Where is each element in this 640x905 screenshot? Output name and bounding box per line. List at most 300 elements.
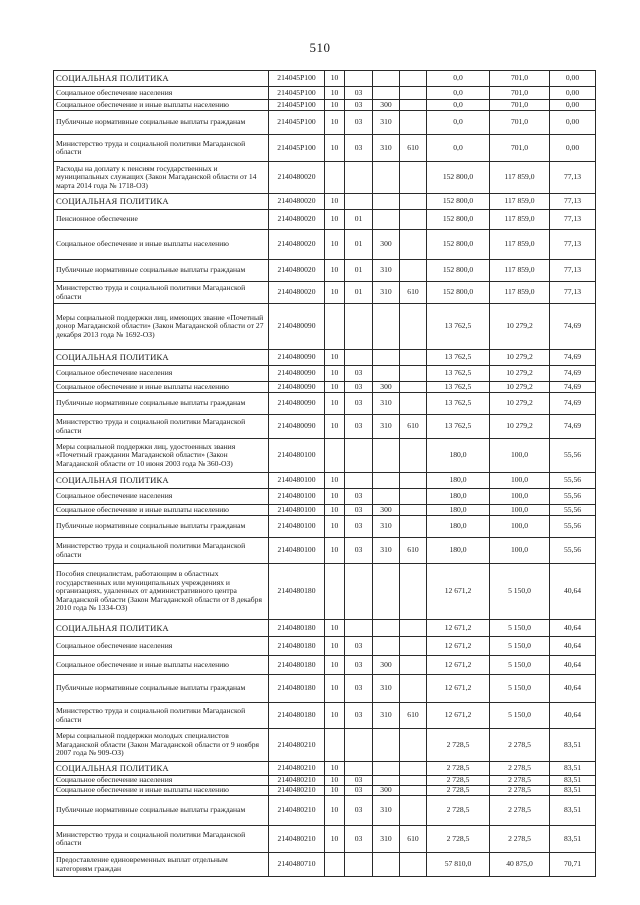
row-name-cell: Социальное обеспечение и иные выплаты населению: [54, 505, 269, 516]
table-row: [54, 853, 596, 877]
subsection-code-cell: [345, 439, 373, 473]
planned-amount-cell: 2 728,5: [427, 729, 490, 762]
administrator-code-cell: [400, 564, 427, 620]
expense-type-cell: [373, 762, 400, 776]
planned-amount-cell: 13 762,5: [427, 382, 490, 393]
planned-amount-cell: 13 762,5: [427, 304, 490, 350]
subsection-code-cell: 03: [345, 393, 373, 415]
target-code-cell: 2140480090: [269, 393, 325, 415]
target-code-cell: 2140480180: [269, 703, 325, 729]
table-row: [54, 620, 596, 637]
expense-type-cell: 300: [373, 505, 400, 516]
executed-amount-cell: 40 875,0: [490, 853, 550, 877]
execution-percent-cell: 77,13: [550, 260, 596, 282]
planned-amount-cell: 0,0: [427, 135, 490, 162]
planned-amount-cell: 57 810,0: [427, 853, 490, 877]
executed-amount-cell: 117 859,0: [490, 210, 550, 230]
execution-percent-cell: 55,56: [550, 505, 596, 516]
table-row: [54, 382, 596, 393]
executed-amount-cell: 2 278,5: [490, 786, 550, 796]
execution-percent-cell: 83,51: [550, 796, 596, 826]
table-row: [54, 304, 596, 350]
execution-percent-cell: 77,13: [550, 194, 596, 210]
executed-amount-cell: 701,0: [490, 87, 550, 100]
row-name-cell: Социальное обеспечение и иные выплаты населению: [54, 230, 269, 260]
execution-percent-cell: 74,69: [550, 350, 596, 366]
execution-percent-cell: 83,51: [550, 786, 596, 796]
table-row: [54, 786, 596, 796]
planned-amount-cell: 13 762,5: [427, 415, 490, 439]
row-name-cell: СОЦИАЛЬНАЯ ПОЛИТИКА: [54, 762, 269, 776]
row-name-cell: Социальное обеспечение населения: [54, 489, 269, 505]
target-code-cell: 2140480180: [269, 620, 325, 637]
executed-amount-cell: 2 278,5: [490, 776, 550, 786]
subsection-code-cell: [345, 620, 373, 637]
executed-amount-cell: 100,0: [490, 439, 550, 473]
subsection-code-cell: 03: [345, 516, 373, 538]
executed-amount-cell: 701,0: [490, 111, 550, 135]
row-name-cell: СОЦИАЛЬНАЯ ПОЛИТИКА: [54, 194, 269, 210]
row-name-cell: Министерство труда и социальной политики Магаданской области: [54, 703, 269, 729]
subsection-code-cell: 03: [345, 637, 373, 656]
execution-percent-cell: 83,51: [550, 729, 596, 762]
execution-percent-cell: 77,13: [550, 162, 596, 194]
section-code-cell: 10: [325, 776, 345, 786]
execution-percent-cell: 74,69: [550, 382, 596, 393]
executed-amount-cell: 5 150,0: [490, 703, 550, 729]
target-code-cell: 214045P100: [269, 111, 325, 135]
table-row: [54, 100, 596, 111]
planned-amount-cell: 12 671,2: [427, 703, 490, 729]
expense-type-cell: 300: [373, 382, 400, 393]
target-code-cell: 2140480210: [269, 796, 325, 826]
planned-amount-cell: 180,0: [427, 505, 490, 516]
administrator-code-cell: [400, 675, 427, 703]
table-row: [54, 71, 596, 87]
row-name-cell: Расходы на доплату к пенсиям государственных и муниципальных служащих (Закон Магаданской области от 14 марта 2014 года № 1718-ОЗ): [54, 162, 269, 194]
execution-percent-cell: 40,64: [550, 703, 596, 729]
row-name-cell: Социальное обеспечение и иные выплаты населению: [54, 656, 269, 675]
subsection-code-cell: 01: [345, 210, 373, 230]
table-row: [54, 703, 596, 729]
table-row: [54, 87, 596, 100]
target-code-cell: 2140480090: [269, 415, 325, 439]
target-code-cell: 2140480710: [269, 853, 325, 877]
table-row: [54, 135, 596, 162]
planned-amount-cell: 180,0: [427, 489, 490, 505]
section-code-cell: 10: [325, 656, 345, 675]
subsection-code-cell: 03: [345, 382, 373, 393]
section-code-cell: 10: [325, 393, 345, 415]
row-name-cell: СОЦИАЛЬНАЯ ПОЛИТИКА: [54, 620, 269, 637]
planned-amount-cell: 180,0: [427, 439, 490, 473]
section-code-cell: 10: [325, 505, 345, 516]
planned-amount-cell: 180,0: [427, 473, 490, 489]
expense-type-cell: [373, 162, 400, 194]
expense-type-cell: [373, 71, 400, 87]
expense-type-cell: 310: [373, 282, 400, 304]
section-code-cell: [325, 439, 345, 473]
expense-type-cell: [373, 439, 400, 473]
section-code-cell: [325, 304, 345, 350]
executed-amount-cell: 2 278,5: [490, 826, 550, 853]
execution-percent-cell: 55,56: [550, 516, 596, 538]
executed-amount-cell: 117 859,0: [490, 260, 550, 282]
planned-amount-cell: 2 728,5: [427, 786, 490, 796]
executed-amount-cell: 5 150,0: [490, 564, 550, 620]
row-name-cell: Министерство труда и социальной политики Магаданской области: [54, 538, 269, 564]
planned-amount-cell: 152 800,0: [427, 194, 490, 210]
subsection-code-cell: 01: [345, 230, 373, 260]
planned-amount-cell: 2 728,5: [427, 826, 490, 853]
target-code-cell: 2140480210: [269, 776, 325, 786]
administrator-code-cell: [400, 786, 427, 796]
planned-amount-cell: 0,0: [427, 111, 490, 135]
executed-amount-cell: 100,0: [490, 489, 550, 505]
executed-amount-cell: 701,0: [490, 71, 550, 87]
table-row: [54, 489, 596, 505]
table-row: [54, 637, 596, 656]
administrator-code-cell: 610: [400, 703, 427, 729]
execution-percent-cell: 83,51: [550, 776, 596, 786]
execution-percent-cell: 55,56: [550, 538, 596, 564]
target-code-cell: 2140480100: [269, 538, 325, 564]
administrator-code-cell: [400, 111, 427, 135]
administrator-code-cell: [400, 350, 427, 366]
administrator-code-cell: [400, 87, 427, 100]
target-code-cell: 2140480210: [269, 729, 325, 762]
expense-type-cell: [373, 194, 400, 210]
executed-amount-cell: 10 279,2: [490, 304, 550, 350]
section-code-cell: 10: [325, 350, 345, 366]
executed-amount-cell: 117 859,0: [490, 162, 550, 194]
planned-amount-cell: 12 671,2: [427, 637, 490, 656]
administrator-code-cell: [400, 473, 427, 489]
table-row: [54, 366, 596, 382]
planned-amount-cell: 180,0: [427, 516, 490, 538]
row-name-cell: Меры социальной поддержки лиц, удостоенных звания «Почетный гражданин Магаданской области» (Закон Магаданской области от 10 июня 2003 года № 360-ОЗ): [54, 439, 269, 473]
executed-amount-cell: 10 279,2: [490, 393, 550, 415]
execution-percent-cell: 70,71: [550, 853, 596, 877]
target-code-cell: 214045P100: [269, 135, 325, 162]
executed-amount-cell: 100,0: [490, 473, 550, 489]
execution-percent-cell: 55,56: [550, 473, 596, 489]
executed-amount-cell: 100,0: [490, 538, 550, 564]
section-code-cell: 10: [325, 71, 345, 87]
section-code-cell: [325, 729, 345, 762]
execution-percent-cell: 83,51: [550, 826, 596, 853]
table-row: [54, 282, 596, 304]
target-code-cell: 2140480210: [269, 826, 325, 853]
expense-type-cell: 300: [373, 230, 400, 260]
row-name-cell: СОЦИАЛЬНАЯ ПОЛИТИКА: [54, 473, 269, 489]
administrator-code-cell: [400, 100, 427, 111]
executed-amount-cell: 10 279,2: [490, 366, 550, 382]
expense-type-cell: [373, 304, 400, 350]
row-name-cell: СОЦИАЛЬНАЯ ПОЛИТИКА: [54, 350, 269, 366]
section-code-cell: 10: [325, 100, 345, 111]
administrator-code-cell: [400, 194, 427, 210]
row-name-cell: Социальное обеспечение населения: [54, 366, 269, 382]
planned-amount-cell: 0,0: [427, 87, 490, 100]
executed-amount-cell: 10 279,2: [490, 415, 550, 439]
section-code-cell: 10: [325, 260, 345, 282]
target-code-cell: 2140480100: [269, 473, 325, 489]
subsection-code-cell: [345, 853, 373, 877]
target-code-cell: 2140480020: [269, 210, 325, 230]
expense-type-cell: 310: [373, 703, 400, 729]
section-code-cell: 10: [325, 489, 345, 505]
row-name-cell: Публичные нормативные социальные выплаты гражданам: [54, 393, 269, 415]
administrator-code-cell: [400, 439, 427, 473]
section-code-cell: 10: [325, 282, 345, 304]
planned-amount-cell: 13 762,5: [427, 366, 490, 382]
table-row: [54, 111, 596, 135]
table-row: [54, 260, 596, 282]
administrator-code-cell: [400, 853, 427, 877]
target-code-cell: 2140480180: [269, 564, 325, 620]
executed-amount-cell: 100,0: [490, 516, 550, 538]
row-name-cell: Пенсионное обеспечение: [54, 210, 269, 230]
execution-percent-cell: 74,69: [550, 393, 596, 415]
administrator-code-cell: [400, 796, 427, 826]
table-row: [54, 656, 596, 675]
execution-percent-cell: 74,69: [550, 415, 596, 439]
section-code-cell: 10: [325, 826, 345, 853]
subsection-code-cell: 03: [345, 703, 373, 729]
target-code-cell: 2140480210: [269, 762, 325, 776]
subsection-code-cell: 03: [345, 87, 373, 100]
planned-amount-cell: 152 800,0: [427, 230, 490, 260]
administrator-code-cell: [400, 260, 427, 282]
subsection-code-cell: 03: [345, 415, 373, 439]
expense-type-cell: 300: [373, 100, 400, 111]
table-row: [54, 762, 596, 776]
executed-amount-cell: 5 150,0: [490, 637, 550, 656]
section-code-cell: 10: [325, 210, 345, 230]
table-row: [54, 194, 596, 210]
execution-percent-cell: 83,51: [550, 762, 596, 776]
section-code-cell: 10: [325, 230, 345, 260]
expense-type-cell: [373, 473, 400, 489]
executed-amount-cell: 10 279,2: [490, 382, 550, 393]
administrator-code-cell: [400, 304, 427, 350]
subsection-code-cell: [345, 350, 373, 366]
expense-type-cell: 310: [373, 796, 400, 826]
expense-type-cell: 310: [373, 415, 400, 439]
executed-amount-cell: 5 150,0: [490, 620, 550, 637]
execution-percent-cell: 0,00: [550, 100, 596, 111]
administrator-code-cell: [400, 71, 427, 87]
table-row: [54, 415, 596, 439]
administrator-code-cell: [400, 162, 427, 194]
section-code-cell: [325, 853, 345, 877]
planned-amount-cell: 0,0: [427, 71, 490, 87]
row-name-cell: Публичные нормативные социальные выплаты гражданам: [54, 675, 269, 703]
expense-type-cell: 300: [373, 786, 400, 796]
row-name-cell: Министерство труда и социальной политики Магаданской области: [54, 282, 269, 304]
planned-amount-cell: 13 762,5: [427, 350, 490, 366]
planned-amount-cell: 0,0: [427, 100, 490, 111]
subsection-code-cell: [345, 304, 373, 350]
subsection-code-cell: 03: [345, 505, 373, 516]
planned-amount-cell: 2 728,5: [427, 796, 490, 826]
row-name-cell: Публичные нормативные социальные выплаты гражданам: [54, 111, 269, 135]
target-code-cell: 2140480100: [269, 439, 325, 473]
execution-percent-cell: 0,00: [550, 87, 596, 100]
table-row: [54, 564, 596, 620]
expense-type-cell: 310: [373, 675, 400, 703]
administrator-code-cell: 610: [400, 826, 427, 853]
executed-amount-cell: 100,0: [490, 505, 550, 516]
planned-amount-cell: 12 671,2: [427, 675, 490, 703]
target-code-cell: 2140480090: [269, 366, 325, 382]
subsection-code-cell: [345, 564, 373, 620]
section-code-cell: 10: [325, 111, 345, 135]
target-code-cell: 2140480020: [269, 162, 325, 194]
expense-type-cell: [373, 729, 400, 762]
table-row: [54, 516, 596, 538]
expense-type-cell: [373, 853, 400, 877]
subsection-code-cell: 03: [345, 135, 373, 162]
target-code-cell: 2140480180: [269, 637, 325, 656]
target-code-cell: 214045P100: [269, 71, 325, 87]
budget-table: [53, 70, 596, 877]
subsection-code-cell: 03: [345, 111, 373, 135]
expense-type-cell: 310: [373, 135, 400, 162]
executed-amount-cell: 2 278,5: [490, 796, 550, 826]
row-name-cell: Социальное обеспечение и иные выплаты населению: [54, 786, 269, 796]
administrator-code-cell: [400, 637, 427, 656]
row-name-cell: Предоставление единовременных выплат отдельным категориям граждан: [54, 853, 269, 877]
execution-percent-cell: 40,64: [550, 637, 596, 656]
expense-type-cell: 300: [373, 656, 400, 675]
budget-table-body: [54, 71, 596, 877]
section-code-cell: 10: [325, 637, 345, 656]
executed-amount-cell: 117 859,0: [490, 194, 550, 210]
table-row: [54, 162, 596, 194]
row-name-cell: Социальное обеспечение и иные выплаты населению: [54, 100, 269, 111]
execution-percent-cell: 40,64: [550, 656, 596, 675]
administrator-code-cell: 610: [400, 538, 427, 564]
planned-amount-cell: 12 671,2: [427, 564, 490, 620]
table-row: [54, 729, 596, 762]
planned-amount-cell: 12 671,2: [427, 656, 490, 675]
execution-percent-cell: 0,00: [550, 111, 596, 135]
section-code-cell: 10: [325, 786, 345, 796]
subsection-code-cell: [345, 762, 373, 776]
subsection-code-cell: [345, 729, 373, 762]
target-code-cell: 2140480100: [269, 489, 325, 505]
target-code-cell: 214045P100: [269, 100, 325, 111]
executed-amount-cell: 117 859,0: [490, 282, 550, 304]
target-code-cell: 214045P100: [269, 87, 325, 100]
administrator-code-cell: [400, 516, 427, 538]
table-row: [54, 538, 596, 564]
expense-type-cell: 310: [373, 826, 400, 853]
executed-amount-cell: 10 279,2: [490, 350, 550, 366]
administrator-code-cell: [400, 505, 427, 516]
table-row: [54, 439, 596, 473]
section-code-cell: 10: [325, 87, 345, 100]
execution-percent-cell: 40,64: [550, 564, 596, 620]
target-code-cell: 2140480020: [269, 260, 325, 282]
planned-amount-cell: 152 800,0: [427, 210, 490, 230]
subsection-code-cell: [345, 194, 373, 210]
target-code-cell: 2140480100: [269, 516, 325, 538]
administrator-code-cell: [400, 393, 427, 415]
expense-type-cell: [373, 776, 400, 786]
row-name-cell: Меры социальной поддержки лиц, имеющих звание «Почетный донор Магаданской области» (Закон Магаданской области от 27 декабря 2013 года № 1692-ОЗ): [54, 304, 269, 350]
administrator-code-cell: [400, 656, 427, 675]
row-name-cell: Министерство труда и социальной политики Магаданской области: [54, 135, 269, 162]
section-code-cell: 10: [325, 366, 345, 382]
row-name-cell: Меры социальной поддержки молодых специалистов Магаданской области (Закон Магаданской области от 9 ноября 2007 года № 909-ОЗ): [54, 729, 269, 762]
subsection-code-cell: 03: [345, 100, 373, 111]
expense-type-cell: [373, 350, 400, 366]
row-name-cell: Социальное обеспечение населения: [54, 776, 269, 786]
section-code-cell: 10: [325, 473, 345, 489]
target-code-cell: 2140480020: [269, 194, 325, 210]
target-code-cell: 2140480180: [269, 675, 325, 703]
subsection-code-cell: 03: [345, 675, 373, 703]
table-row: [54, 350, 596, 366]
executed-amount-cell: 2 278,5: [490, 762, 550, 776]
table-row: [54, 210, 596, 230]
table-row: [54, 473, 596, 489]
administrator-code-cell: [400, 776, 427, 786]
execution-percent-cell: 74,69: [550, 304, 596, 350]
expense-type-cell: [373, 210, 400, 230]
expense-type-cell: 310: [373, 260, 400, 282]
subsection-code-cell: 01: [345, 282, 373, 304]
subsection-code-cell: [345, 473, 373, 489]
target-code-cell: 2140480100: [269, 505, 325, 516]
subsection-code-cell: 01: [345, 260, 373, 282]
row-name-cell: Социальное обеспечение населения: [54, 87, 269, 100]
row-name-cell: Публичные нормативные социальные выплаты гражданам: [54, 516, 269, 538]
subsection-code-cell: [345, 71, 373, 87]
administrator-code-cell: [400, 620, 427, 637]
expense-type-cell: [373, 366, 400, 382]
expense-type-cell: [373, 489, 400, 505]
target-code-cell: 2140480090: [269, 382, 325, 393]
administrator-code-cell: [400, 382, 427, 393]
planned-amount-cell: 152 800,0: [427, 162, 490, 194]
execution-percent-cell: 77,13: [550, 210, 596, 230]
subsection-code-cell: 03: [345, 776, 373, 786]
execution-percent-cell: 74,69: [550, 366, 596, 382]
expense-type-cell: [373, 620, 400, 637]
expense-type-cell: 310: [373, 393, 400, 415]
administrator-code-cell: 610: [400, 415, 427, 439]
administrator-code-cell: [400, 489, 427, 505]
subsection-code-cell: 03: [345, 538, 373, 564]
execution-percent-cell: 0,00: [550, 71, 596, 87]
row-name-cell: Министерство труда и социальной политики Магаданской области: [54, 415, 269, 439]
row-name-cell: Социальное обеспечение и иные выплаты населению: [54, 382, 269, 393]
administrator-code-cell: [400, 230, 427, 260]
planned-amount-cell: 152 800,0: [427, 282, 490, 304]
execution-percent-cell: 77,13: [550, 282, 596, 304]
expense-type-cell: 310: [373, 516, 400, 538]
table-row: [54, 505, 596, 516]
expense-type-cell: 310: [373, 111, 400, 135]
expense-type-cell: [373, 637, 400, 656]
table-row: [54, 675, 596, 703]
planned-amount-cell: 180,0: [427, 538, 490, 564]
execution-percent-cell: 55,56: [550, 439, 596, 473]
